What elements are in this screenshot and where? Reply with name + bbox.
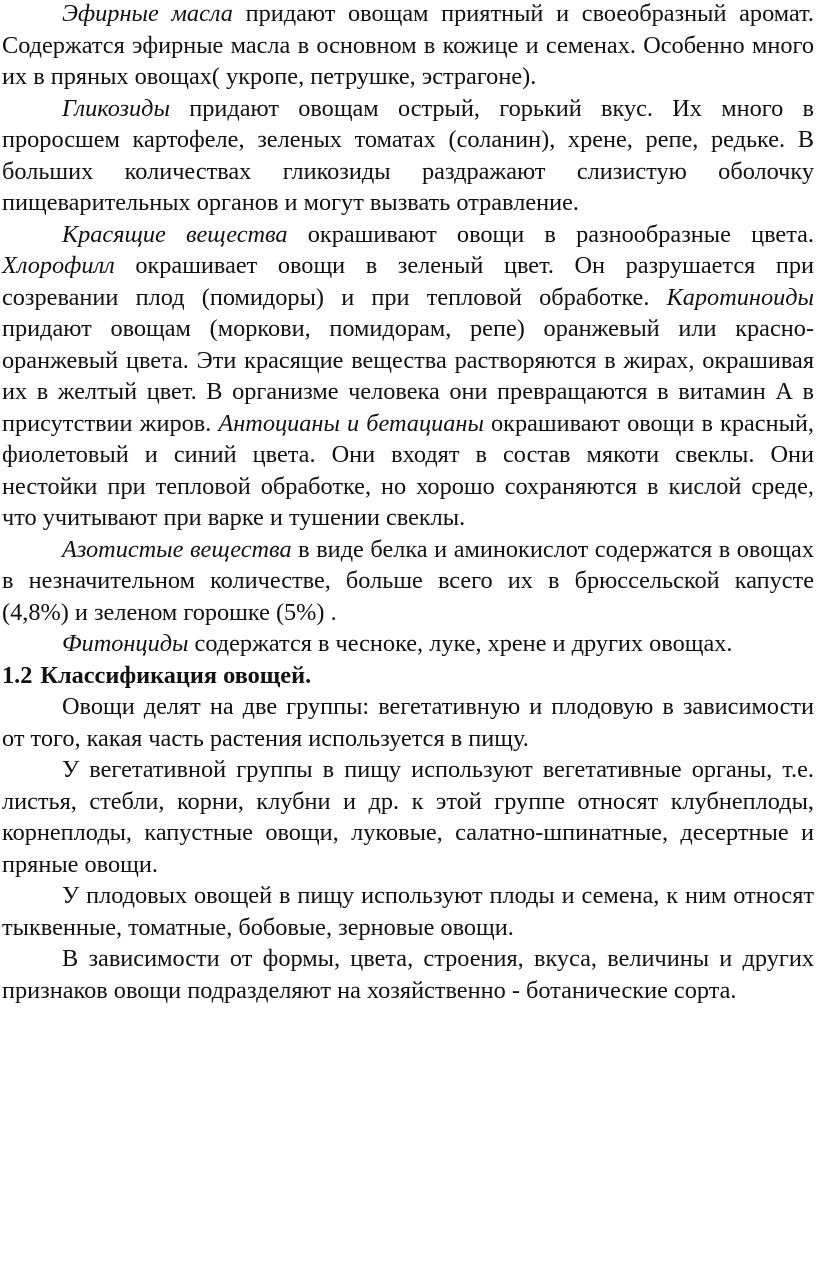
pigments-text-1: окрашивают овощи в разнообразные цвета.: [287, 220, 814, 248]
term-carotenoids: Каротиноиды: [666, 283, 814, 311]
term-pigments: Красящие вещества: [62, 220, 288, 248]
term-anthocyanins: Антоцианы и бетацианы: [218, 409, 484, 437]
term-glycosides: Гликозиды: [62, 94, 170, 122]
phytoncides-text: содержатся в чесноке, луке, хрене и других овощах.: [188, 630, 733, 657]
glycosides-text: придают овощам острый, горький вкус. Их много в проросшем картофеле, зеленых томатах (соланин), хрене, репе, редьке. В больших количествах гликозиды раздражают слизистую оболочку пищеварительных органов и могут вызвать отравление.: [2, 94, 814, 216]
nitrogen-text: в виде белка и аминокислот содержатся в овощах в незначительном количестве, больше всего их в брюссельской капусте (4,8%) и зеленом горошке (5%) .: [2, 535, 814, 626]
paragraph-classification-3: У плодовых овощей в пищу используют плоды и семена, к ним относят тыквенные, томатные, бобовые, зерновые овощи.: [2, 882, 814, 941]
term-phytoncides: Фитонциды: [62, 630, 189, 657]
section-title: Классификация овощей.: [40, 661, 312, 689]
term-chlorophyll: Хлорофилл: [2, 252, 115, 279]
term-essential-oils: Эфирные масла: [62, 0, 233, 27]
paragraph-classification-2: У вегетативной группы в пищу используют вегетативные органы, т.е. листья, стебли, корни, клубни и др. к этой группе относят клубнеплоды, корнеплоды, капустные овощи, луковые, салатно-шпинатные, десертные и пряные овощи.: [2, 756, 814, 878]
section-number: 1.2: [2, 661, 33, 689]
paragraph-essential-oils: [2, 0, 814, 93]
section-heading: [2, 660, 814, 692]
pigments-text-3: придают овощам (моркови, помидорам, репе) оранжевый или красно-оранжевый цвета. Эти красящие вещества растворяются в жирах, окрашивая их в желтый цвет. В организме человека они превращаются в витамин А в присутствии жиров.: [2, 315, 814, 437]
paragraph-nitrogen: [2, 534, 814, 629]
pigments-text-2: окрашивает овощи в зеленый цвет. Он разрушается при созревании плод (помидоры) и при тепловой обработке.: [2, 252, 814, 311]
paragraph-glycosides: [2, 93, 814, 219]
essential-oils-text: придают овощам приятный и своеобразный аромат. Содержатся эфирные масла в основном в кожице и семенах. Особенно много их в пряных овощах( укропе, петрушке, эстрагоне).: [2, 0, 814, 90]
pigments-text-4: окрашивают овощи в красный, фиолетовый и синий цвета. Они входят в состав мякоти свеклы. Они нестойки при тепловой обработке, но хорошо сохраняются в кислой среде, что учитывают при варке и тушении свеклы.: [2, 409, 814, 531]
term-nitrogen: Азотистые вещества: [62, 535, 292, 563]
paragraph-classification-1: Овощи делят на две группы: вегетативную и плодовую в зависимости от того, какая часть растения используется в пищу.: [2, 693, 814, 752]
paragraph-classification-4: В зависимости от формы, цвета, строения, вкуса, величины и других признаков овощи подразделяют на хозяйственно - ботанические сорта.: [2, 945, 814, 1004]
paragraph-pigments: [2, 219, 814, 534]
paragraph-phytoncides: [2, 628, 814, 660]
